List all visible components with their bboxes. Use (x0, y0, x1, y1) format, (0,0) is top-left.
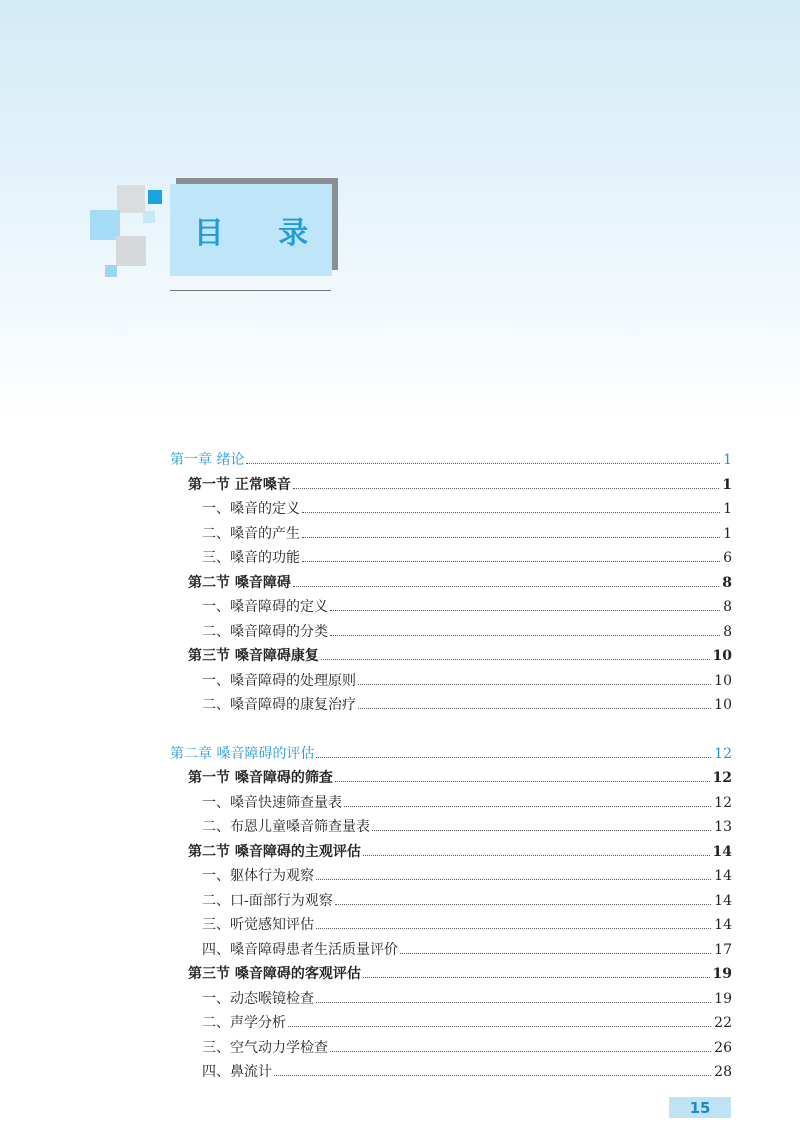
toc-item[interactable] (170, 694, 732, 719)
dot-leader (330, 1051, 711, 1052)
toc-entry-label: 第三节 嗓音障碍的客观评估 (188, 966, 361, 982)
toc-page-number: 10 (714, 672, 732, 689)
toc-entry-label: 一、嗓音障碍的定义 (202, 599, 328, 615)
dot-leader (302, 537, 720, 538)
toc-entry-label: 第二节 嗓音障碍 (188, 574, 291, 591)
toc-item[interactable] (170, 547, 732, 572)
toc-page-number: 6 (723, 550, 732, 566)
dot-leader (302, 561, 720, 562)
toc-page-number: 1 (723, 501, 732, 517)
toc-entry-label: 二、嗓音的产生 (202, 525, 300, 542)
toc-page-number: 22 (714, 1015, 732, 1031)
toc-entry-label: 一、躯体行为观察 (202, 868, 314, 884)
toc-entry-label: 一、嗓音的定义 (202, 501, 300, 517)
toc-page-number: 19 (714, 990, 732, 1007)
dot-leader (316, 879, 711, 880)
toc-entry-label: 二、嗓音障碍的分类 (202, 623, 328, 640)
toc-entry-label: 三、空气动力学检查 (202, 1039, 328, 1056)
toc-page-number: 10 (714, 697, 732, 713)
toc-entry-label: 第一节 嗓音障碍的筛查 (188, 770, 333, 786)
toc-item[interactable] (170, 914, 732, 939)
toc-entry-label: 第二节 嗓音障碍的主观评估 (188, 843, 361, 860)
toc-item[interactable] (170, 865, 732, 890)
toc-page-number: 13 (714, 819, 732, 835)
toc-item[interactable] (170, 816, 732, 841)
toc-section[interactable] (170, 474, 732, 499)
dot-leader (400, 953, 711, 954)
toc-entry-label: 三、听觉感知评估 (202, 917, 314, 933)
dot-leader (274, 1075, 711, 1076)
toc-entry-label: 一、动态喉镜检查 (202, 990, 314, 1007)
dot-leader (330, 610, 720, 611)
toc-item[interactable] (170, 670, 732, 695)
toc-page-number: 1 (723, 525, 732, 542)
toc-item[interactable] (170, 1061, 732, 1086)
toc-entry-label: 四、鼻流计 (202, 1064, 272, 1080)
page-title: 目 录 (193, 216, 331, 251)
dot-leader (316, 928, 711, 929)
dot-leader (293, 586, 719, 587)
toc-page-number: 26 (714, 1039, 732, 1056)
toc-page-number: 1 (723, 452, 732, 468)
toc-section[interactable] (170, 645, 732, 670)
toc-page-number: 14 (712, 843, 732, 860)
decorative-square (148, 190, 162, 204)
toc-page-number: 12 (714, 794, 732, 811)
toc-item[interactable] (170, 596, 732, 621)
toc-page-number: 14 (714, 892, 732, 909)
toc-entry-label: 第三节 嗓音障碍康复 (188, 648, 319, 664)
toc-page-number: 1 (722, 476, 732, 493)
toc-page-number: 8 (723, 623, 732, 640)
toc-section[interactable] (170, 963, 732, 988)
dot-leader (246, 463, 720, 464)
dot-leader (335, 781, 710, 782)
toc-chapter[interactable] (170, 449, 732, 474)
dot-leader (344, 806, 711, 807)
toc-entry-label: 三、嗓音的功能 (202, 550, 300, 566)
toc-page-number: 12 (714, 745, 732, 762)
toc-section[interactable] (170, 841, 732, 866)
toc-entry-label: 二、布恩儿童嗓音筛查量表 (202, 819, 370, 835)
toc-item[interactable] (170, 988, 732, 1013)
decorative-square (116, 236, 146, 266)
toc-entry-label: 一、嗓音障碍的处理原则 (202, 672, 356, 689)
decorative-square (117, 185, 145, 213)
toc-page-number: 17 (714, 941, 732, 958)
toc-entry-label: 第二章 嗓音障碍的评估 (170, 745, 315, 762)
toc-chapter[interactable] (170, 743, 732, 768)
toc-page-number: 8 (722, 574, 732, 591)
toc-item[interactable] (170, 792, 732, 817)
dot-leader (372, 830, 711, 831)
chapter-spacer (170, 719, 732, 743)
toc-entry-label: 二、嗓音障碍的康复治疗 (202, 697, 356, 713)
dot-leader (358, 708, 711, 709)
toc-entry-label: 二、声学分析 (202, 1015, 286, 1031)
toc-entry-label: 一、嗓音快速筛查量表 (202, 794, 342, 811)
toc-page-number: 28 (714, 1064, 732, 1080)
toc-item[interactable] (170, 939, 732, 964)
dot-leader (335, 904, 711, 905)
toc-page-number: 14 (714, 917, 732, 933)
toc-section[interactable] (170, 767, 732, 792)
toc-item[interactable] (170, 1012, 732, 1037)
page-number-badge: 15 (669, 1097, 731, 1118)
dot-leader (302, 512, 720, 513)
toc-entry-label: 二、口-面部行为观察 (202, 892, 333, 909)
dot-leader (363, 977, 710, 978)
dot-leader (363, 855, 710, 856)
dot-leader (321, 659, 710, 660)
toc-item[interactable] (170, 1037, 732, 1062)
toc-entry-label: 第一节 正常嗓音 (188, 476, 291, 493)
dot-leader (316, 1002, 711, 1003)
dot-leader (316, 757, 711, 758)
toc-section[interactable] (170, 572, 732, 597)
dot-leader (288, 1026, 711, 1027)
toc-item[interactable] (170, 890, 732, 915)
dot-leader (330, 635, 720, 636)
toc-page-number: 12 (712, 770, 732, 786)
title-divider (170, 290, 331, 291)
decorative-square (105, 265, 117, 277)
table-of-contents (170, 449, 732, 1086)
decorative-square (143, 211, 155, 223)
toc-page-number: 14 (714, 868, 732, 884)
toc-page-number: 8 (723, 599, 732, 615)
toc-page-number: 10 (712, 648, 732, 664)
toc-entry-label: 四、嗓音障碍患者生活质量评价 (202, 941, 398, 958)
toc-item[interactable] (170, 621, 732, 646)
dot-leader (358, 684, 711, 685)
title-box (170, 184, 332, 276)
toc-page-number: 19 (712, 966, 732, 982)
toc-entry-label: 第一章 绪论 (170, 452, 245, 468)
dot-leader (293, 488, 719, 489)
toc-item[interactable] (170, 498, 732, 523)
toc-item[interactable] (170, 523, 732, 548)
